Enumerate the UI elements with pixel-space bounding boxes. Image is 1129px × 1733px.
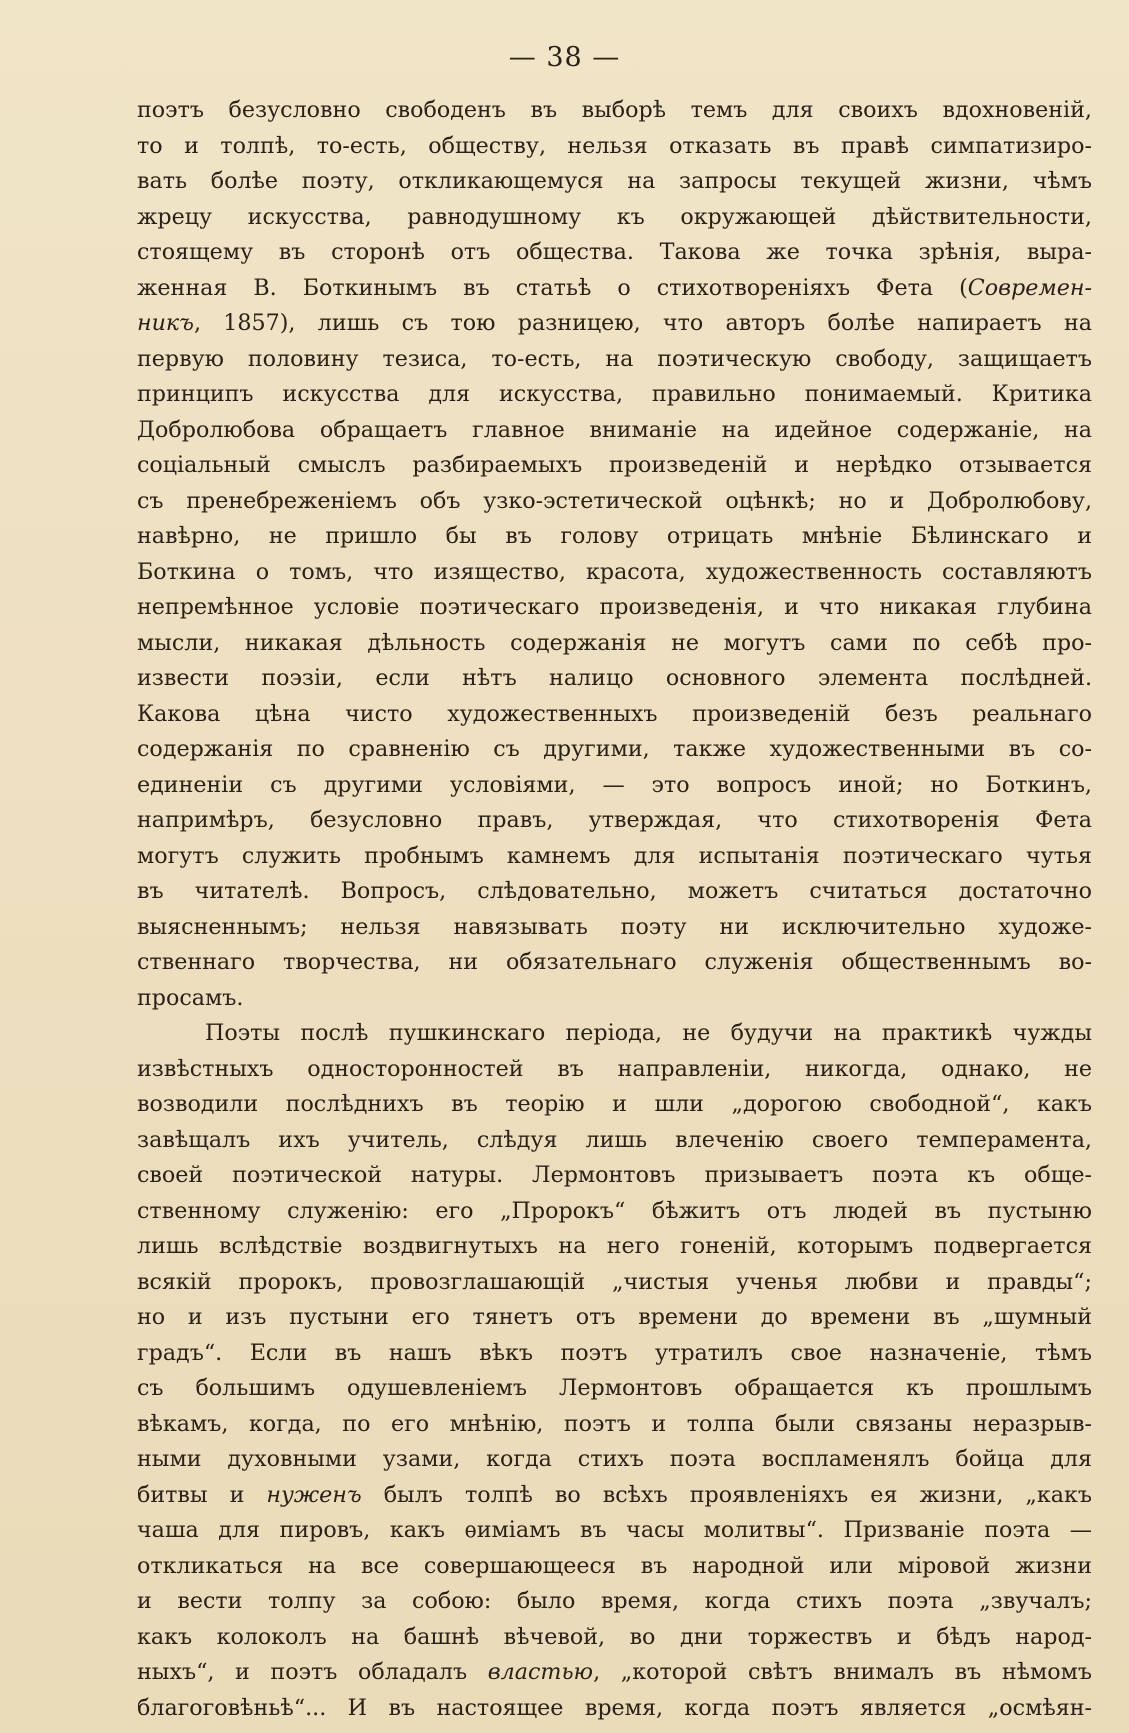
text-line [137, 306, 1092, 342]
text-line: напримѣръ, безусловно правъ, утверждая, что стихотворенія Фета [137, 807, 1092, 833]
text-line: ственному служенію: его „Пророкъ“ бѣжитъ отъ людей въ пустыню [137, 1197, 1092, 1224]
text-line [137, 271, 1092, 307]
text-line: просамъ. [137, 984, 244, 1011]
text-line: и вести толпу за собою: было время, когда стихъ поэта „звучалъ; [137, 1588, 1092, 1614]
text-line: ственнаго творчества, ни обязательнаго служенія общественнымъ во- [137, 949, 1092, 975]
text-line: возводили послѣднихъ въ теорію и шли „дорогою свободной“, какъ [137, 1091, 1092, 1117]
text-line: завѣщалъ ихъ учитель, слѣдуя лишь влеченію своего темперамента, [137, 1126, 1092, 1153]
text-line: извести поэзіи, если нѣтъ налицо основного элемента послѣдней. [137, 665, 1092, 691]
text-line: въ читателѣ. Вопросъ, слѣдовательно, можетъ считаться достаточно [137, 878, 1092, 904]
text-line: благоговѣньѣ“... И въ настоящее время, когда поэтъ является „осмѣян- [137, 1694, 1092, 1721]
text-line: вѣкамъ, когда, по его мнѣнію, поэтъ и толпа были связаны неразрыв- [137, 1410, 1092, 1437]
text-line: поэтъ безусловно свободенъ въ выборѣ темъ для своихъ вдохновеній, [137, 97, 1092, 123]
text-line: Поэты послѣ пушкинскаго періода, не будучи на практикѣ чужды [205, 1020, 1092, 1046]
journal-title: Современ- [967, 274, 1092, 301]
text-span: былъ толпѣ во всѣхъ проявленіяхъ ея жизни, „какъ [361, 1481, 1092, 1508]
text-line [137, 1478, 1092, 1514]
paragraph-2 [137, 1016, 1092, 1726]
text-line: какъ колоколъ на башнѣ вѣчевой, во дни торжествъ и бѣдъ народ- [137, 1623, 1092, 1650]
text-span: , „которой свѣтъ внималъ въ нѣмомъ [593, 1659, 1092, 1685]
text-line: единеніи съ другими условіями, — это вопросъ иной; но Боткинъ, [137, 771, 1092, 798]
text-line: стоящему въ сторонѣ отъ общества. Такова же точка зрѣнія, выра- [137, 239, 1092, 265]
text-line: выясненнымъ; нельзя навязывать поэту ни исключительно художе- [137, 913, 1092, 940]
text-line: жрецу искусства, равнодушному къ окружающей дѣйствительности, [137, 203, 1092, 230]
text-line: градъ“. Если въ нашъ вѣкъ поэтъ утратилъ свое назначеніе, тѣмъ [137, 1339, 1092, 1366]
emphasis: нуженъ [266, 1481, 362, 1508]
journal-title: никъ [137, 310, 194, 336]
text-line: Добролюбова обращаетъ главное вниманіе на идейное содержаніе, на [137, 416, 1092, 443]
text-line: мысли, никакая дѣльность содержанія не могутъ сами по себѣ про- [137, 629, 1092, 656]
text-line: чаша для пировъ, какъ ѳиміамъ въ часы молитвы“. Призваніе поэта — [137, 1517, 1092, 1543]
text-line: съ большимъ одушевленіемъ Лермонтовъ обращается къ прошлымъ [137, 1375, 1092, 1401]
text-line: своей поэтической натуры. Лермонтовъ призываетъ поэта къ обще- [137, 1162, 1092, 1188]
text-line: откликаться на все совершающееся въ народной или міровой жизни [137, 1552, 1092, 1579]
text-line: лишь вслѣдствіе воздвигнутыхъ на него гоненій, которымъ подвергается [137, 1233, 1092, 1259]
body-text [137, 93, 1092, 1726]
text-line: извѣстныхъ односторонностей въ направленіи, никогда, однако, не [137, 1055, 1092, 1082]
text-line: могутъ служить пробнымъ камнемъ для испытанія поэтическаго чутья [137, 842, 1092, 869]
text-line: содержанія по сравненію съ другими, также художественными въ со- [137, 736, 1092, 762]
paragraph-1 [137, 93, 1092, 1016]
text-line: то и толпѣ, то-есть, обществу, нельзя отказать въ правѣ симпатизиро- [137, 132, 1092, 159]
text-line: Боткина о томъ, что изящество, красота, художественность составляютъ [137, 558, 1092, 585]
emphasis: властью [487, 1659, 594, 1685]
text-line: съ пренебреженіемъ объ узко-эстетической оцѣнкѣ; но и Добролюбову, [137, 487, 1092, 514]
text-line: ными духовными узами, когда стихъ поэта воспламенялъ бойца для [137, 1446, 1092, 1472]
text-line: соціальный смыслъ разбираемыхъ произведеній и нерѣдко отзывается [137, 452, 1092, 478]
text-line: Какова цѣна чисто художественныхъ произведеній безъ реальнаго [137, 700, 1092, 727]
page-number: — 38 — [508, 42, 621, 73]
text-line: первую половину тезиса, то-есть, на поэтическую свободу, защищаетъ [137, 345, 1092, 372]
text-line: навѣрно, не пришло бы въ голову отрицать мнѣніе Бѣлинскаго и [137, 523, 1092, 549]
text-line: вать болѣе поэту, откликающемуся на запросы текущей жизни, чѣмъ [137, 168, 1092, 194]
text-line: всякій пророкъ, провозглашающій „чистыя ученья любви и правды“; [137, 1268, 1092, 1295]
text-line [137, 1655, 1092, 1691]
text-span: битвы и [137, 1481, 267, 1508]
text-span: , 1857), лишь съ тою разницею, что авторъ болѣе напираетъ на [193, 310, 1092, 336]
text-line: но и изъ пустыни его тянетъ отъ времени до времени въ „шумный [137, 1304, 1092, 1330]
text-span: женная В. Боткинымъ въ статьѣ о стихотвореніяхъ Фета ( [137, 274, 968, 301]
text-span: ныхъ“, и поэтъ обладалъ [137, 1659, 488, 1685]
text-line: непремѣнное условіе поэтическаго произведенія, и что никакая глубина [137, 594, 1092, 620]
text-line: принципъ искусства для искусства, правильно понимаемый. Критика [137, 381, 1092, 407]
